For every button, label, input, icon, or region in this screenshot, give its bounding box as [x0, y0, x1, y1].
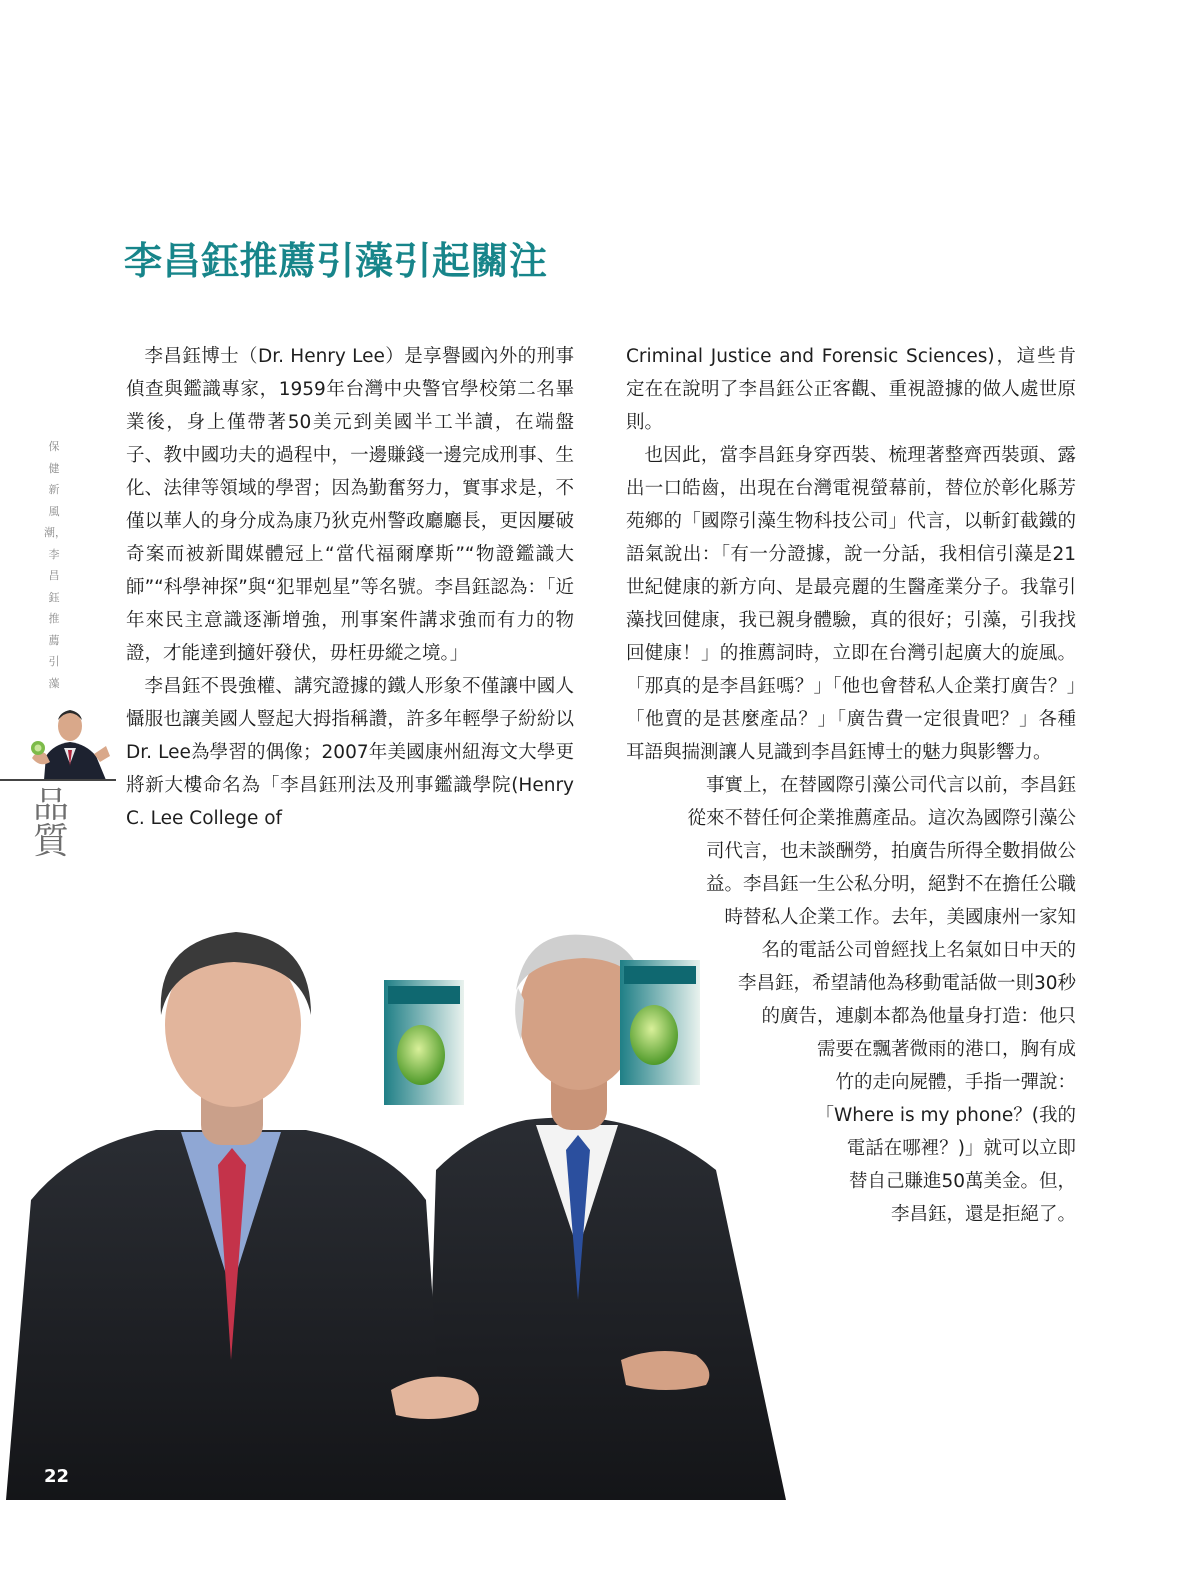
right-line: 從來不替任何企業推薦產品。這次為國際引藻公 — [687, 808, 1076, 829]
left-paragraph-2: 李昌鈺不畏強權、講究證據的鐵人形象不僅讓中國人懾服也讓美國人豎起大拇指稱讚，許多年輕學子紛紛以Dr. Lee為學習的偶像；2007年美國康州紐海文大學更將新大樓命名為「李昌鈺刑法及刑事鑑識學院(Henry C. Lee College of — [126, 676, 574, 829]
right-paragraph-2: 也因此，當李昌鈺身穿西裝、梳理著整齊西裝頭、露出一口皓齒，出現在台灣電視螢幕前，替位於彰化縣芳苑鄉的「國際引藻生物科技公司」代言，以斬釘截鐵的語氣說出：「有一分證據，說一分話，我相信引藻是21世紀健康的新方向、是最亮麗的生醫產業分子。我靠引藻找回健康，我已親身體驗，真的很好；引藻，引我找回健康！」的推薦詞時，立即在台灣引起廣大的旋風。「那真的是李昌鈺嗎？」「他也會替私人企業打廣告？」「他賣的是甚麼產品？」「廣告費一定很貴吧？」各種耳語與揣測讓人見識到李昌鈺博士的魅力與影響力。 — [626, 445, 1076, 763]
right-line: 需要在飄著微雨的港口，胸有成 — [816, 1039, 1076, 1060]
right-line: 的廣告，連劇本都為他量身打造：他只 — [761, 1006, 1076, 1027]
right-line: 名的電話公司曾經找上名氣如日中天的 — [761, 940, 1076, 961]
main-photo-two-men — [6, 920, 796, 1500]
right-line: 竹的走向屍體，手指一彈說： — [835, 1072, 1076, 1093]
right-line: 李昌鈺，還是拒絕了。 — [890, 1204, 1076, 1225]
left-column — [126, 340, 574, 835]
side-vertical-text: 保健新風潮，李昌鈺推薦引藻 — [44, 440, 66, 690]
section-label-char: 品 — [32, 785, 69, 826]
small-portrait-image — [24, 698, 116, 780]
right-line: 司代言，也未談酬勞，拍廣告所得全數捐做公 — [705, 841, 1076, 862]
right-paragraph-1: Criminal Justice and Forensic Sciences)，這些肯定在在說明了李昌鈺公正客觀、重視證據的做人處世原則。 — [626, 346, 1076, 433]
right-line: 替自己賺進50萬美金。但， — [848, 1171, 1076, 1192]
left-paragraph-1: 李昌鈺博士（Dr. Henry Lee）是享譽國內外的刑事偵查與鑑識專家，1959年台灣中央警官學校第二名畢業後，身上僅帶著50美元到美國半工半讀，在端盤子、教中國功夫的過程中，一邊賺錢一邊完成刑事、生化、法律等領域的學習；因為勤奮努力，實事求是，不僅以華人的身分成為康乃狄克州警政廳廳長，更因屢破奇案而被新聞媒體冠上“當代福爾摩斯”“物證鑑識大師”“科學神探”與“犯罪剋星”等名號。李昌鈺認為：「近年來民主意識逐漸增強，刑事案件講求強而有力的物證，才能達到擿奸發伏，毋枉毋縱之境。」 — [126, 346, 574, 664]
right-line: 時替私人企業工作。去年，美國康州一家知 — [724, 907, 1076, 928]
right-line: 李昌鈺，希望請他為移動電話做一則30秒 — [737, 973, 1076, 994]
article-title: 李昌鈺推薦引藻引起關注 — [124, 238, 548, 283]
right-line: 益。李昌鈺一生公私分明，絕對不在擔任公職 — [705, 874, 1076, 895]
divider-line — [0, 779, 116, 781]
page-number: 22 — [44, 1466, 70, 1487]
right-line: 電話在哪裡？)」就可以立即 — [846, 1138, 1076, 1159]
right-line: 事實上，在替國際引藻公司代言以前，李昌鈺 — [705, 775, 1076, 796]
right-line: 「Where is my phone？(我的 — [815, 1105, 1076, 1126]
section-label — [30, 785, 72, 862]
section-label-char: 質 — [32, 821, 69, 862]
